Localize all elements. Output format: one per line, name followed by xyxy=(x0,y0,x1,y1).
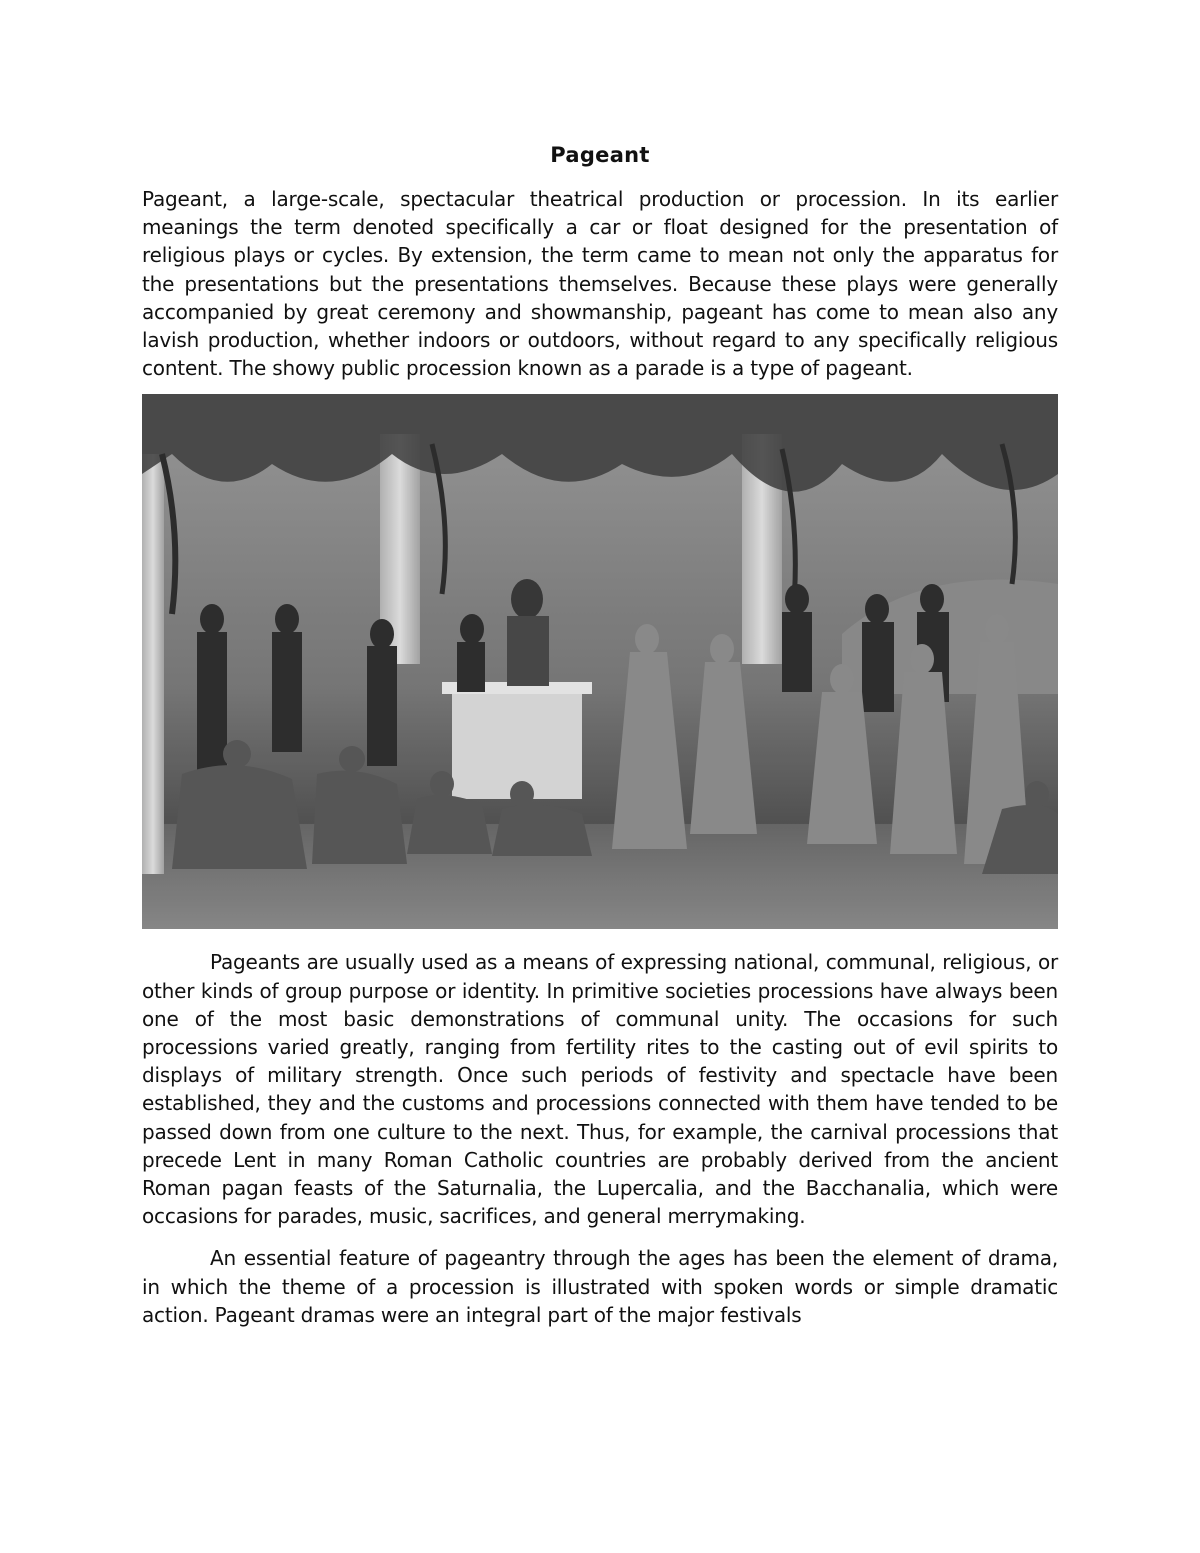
intro-paragraph: Pageant, a large-scale, spectacular theatrical production or procession. In its earlier meanings the term denoted specifically a car or float designed for the presentation of religious plays or cycles. By extension, the term came to mean not only the apparatus for the presentations but the presentations themselves. Because these plays were generally accompanied by great ceremony and showmanship, pageant has come to mean also any lavish production, whether indoors or outdoors, without regard to any specifically religious content. The showy public procession known as a parade is a type of pageant. xyxy=(142,187,1058,381)
body-paragraph-2: An essential feature of pageantry through the ages has been the element of drama, in which the theme of a procession is illustrated with spoken words or simple dramatic action. Pageant dramas were an integral part of the major festivals xyxy=(142,1246,1058,1327)
pageant-photograph xyxy=(142,394,1058,929)
document-body xyxy=(142,138,1058,1329)
body-paragraph-1: Pageants are usually used as a means of expressing national, communal, religious, or other kinds of group purpose or identity. In primitive societies processions have always been one of the most basic demonstrations of communal unity. The occasions for such processions varied greatly, ranging from fertility rites to the casting out of evil spirits to displays of military strength. Once such periods of festivity and spectacle have been established, they and the customs and processions connected with them have tended to be passed down from one culture to the next. Thus, for example, the carnival processions that precede Lent in many Roman Catholic countries are probably derived from the ancient Roman pagan feasts of the Saturnalia, the Lupercalia, and the Bacchanalia, which were occasions for parades, music, sacrifices, and general merrymaking. xyxy=(142,950,1058,1229)
page-title: Pageant xyxy=(550,143,650,167)
